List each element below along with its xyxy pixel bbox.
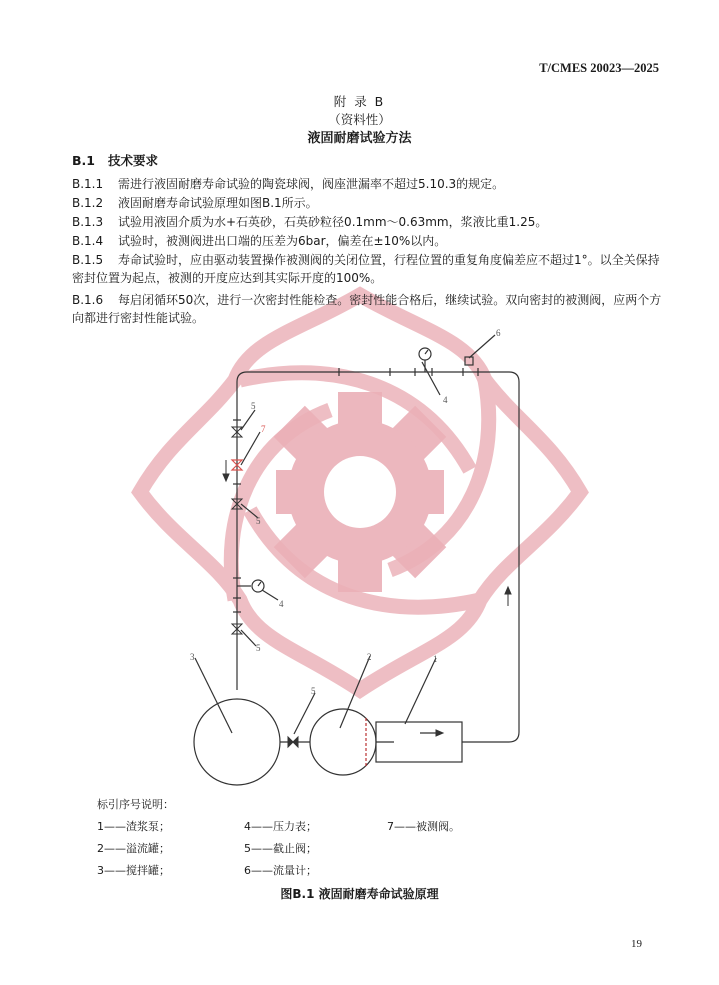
callout-6: 6 xyxy=(496,328,501,338)
paragraph xyxy=(72,175,666,193)
callout-5-a: 5 xyxy=(251,401,256,411)
legend-item: 7——被测阀。 xyxy=(387,820,460,833)
legend-caption: 标引序号说明： xyxy=(97,798,174,811)
paragraph-text: 试验时，被测阀进出口端的压差为6bar，偏差在±10%以内。 xyxy=(118,234,447,248)
paragraph-number: B.1.4 xyxy=(72,234,104,248)
callout-3: 3 xyxy=(190,652,195,662)
page-number: 19 xyxy=(631,938,642,950)
paragraph xyxy=(72,251,666,287)
paragraph xyxy=(72,213,666,231)
paragraph xyxy=(72,291,666,327)
paragraph-text: 试验用液固介质为水+石英砂，石英砂粒径0.1mm～0.63mm，浆液比重1.25。 xyxy=(118,215,548,229)
callout-5-c: 5 xyxy=(256,643,261,653)
paragraph-number: B.1.6 xyxy=(72,293,104,307)
paragraph xyxy=(72,194,666,212)
paragraph xyxy=(72,232,666,250)
paragraph-number: B.1.2 xyxy=(72,196,104,210)
paragraph-number: B.1.1 xyxy=(72,177,104,191)
paragraph-text: 每启闭循环50次，进行一次密封性能检查。密封性能合格后，继续试验。双向密封的被测阀，应两个方向都进行密封性能试验。 xyxy=(72,293,662,325)
callout-7: 7 xyxy=(261,424,266,434)
callout-5-d: 5 xyxy=(311,686,316,696)
callout-4-left: 4 xyxy=(279,599,284,609)
paragraph-text: 需进行液固耐磨寿命试验的陶瓷球阀，阀座泄漏率不超过5.10.3的规定。 xyxy=(118,177,505,191)
paragraph-number: B.1.5 xyxy=(72,253,104,267)
paragraph-text: 液固耐磨寿命试验原理如图B.1所示。 xyxy=(118,196,318,210)
figure-caption: 图B.1 液固耐磨寿命试验原理 xyxy=(280,887,439,901)
section-number: B.1 xyxy=(72,153,95,168)
standard-code: T/CMES 20023—2025 xyxy=(539,61,659,75)
callout-4-top: 4 xyxy=(443,395,448,405)
appendix-nature: （资料性） xyxy=(328,112,391,127)
legend-item: 1——渣浆泵； xyxy=(97,820,170,833)
section-title: 技术要求 xyxy=(108,153,159,168)
legend-item: 2——溢流罐； xyxy=(97,842,170,855)
paragraph-number: B.1.3 xyxy=(72,215,104,229)
callout-5-b: 5 xyxy=(256,516,261,526)
legend-item: 6——流量计； xyxy=(244,864,317,877)
appendix-label: 附 录 B xyxy=(333,94,386,109)
paragraph-text: 寿命试验时，应由驱动装置操作被测阀的关闭位置，行程位置的重复角度偏差应不超过1°。以全关保持密封位置为起点，被测的开度应达到其实际开度的100%。 xyxy=(72,253,660,285)
section-heading xyxy=(72,151,158,169)
legend-item: 5——截止阀； xyxy=(244,842,317,855)
legend-item: 3——搅拌罐； xyxy=(97,864,170,877)
callout-1: 1 xyxy=(433,654,438,664)
appendix-title: 液固耐磨试验方法 xyxy=(307,131,412,146)
legend-item: 4——压力表； xyxy=(244,820,317,833)
callout-2: 2 xyxy=(367,652,372,662)
